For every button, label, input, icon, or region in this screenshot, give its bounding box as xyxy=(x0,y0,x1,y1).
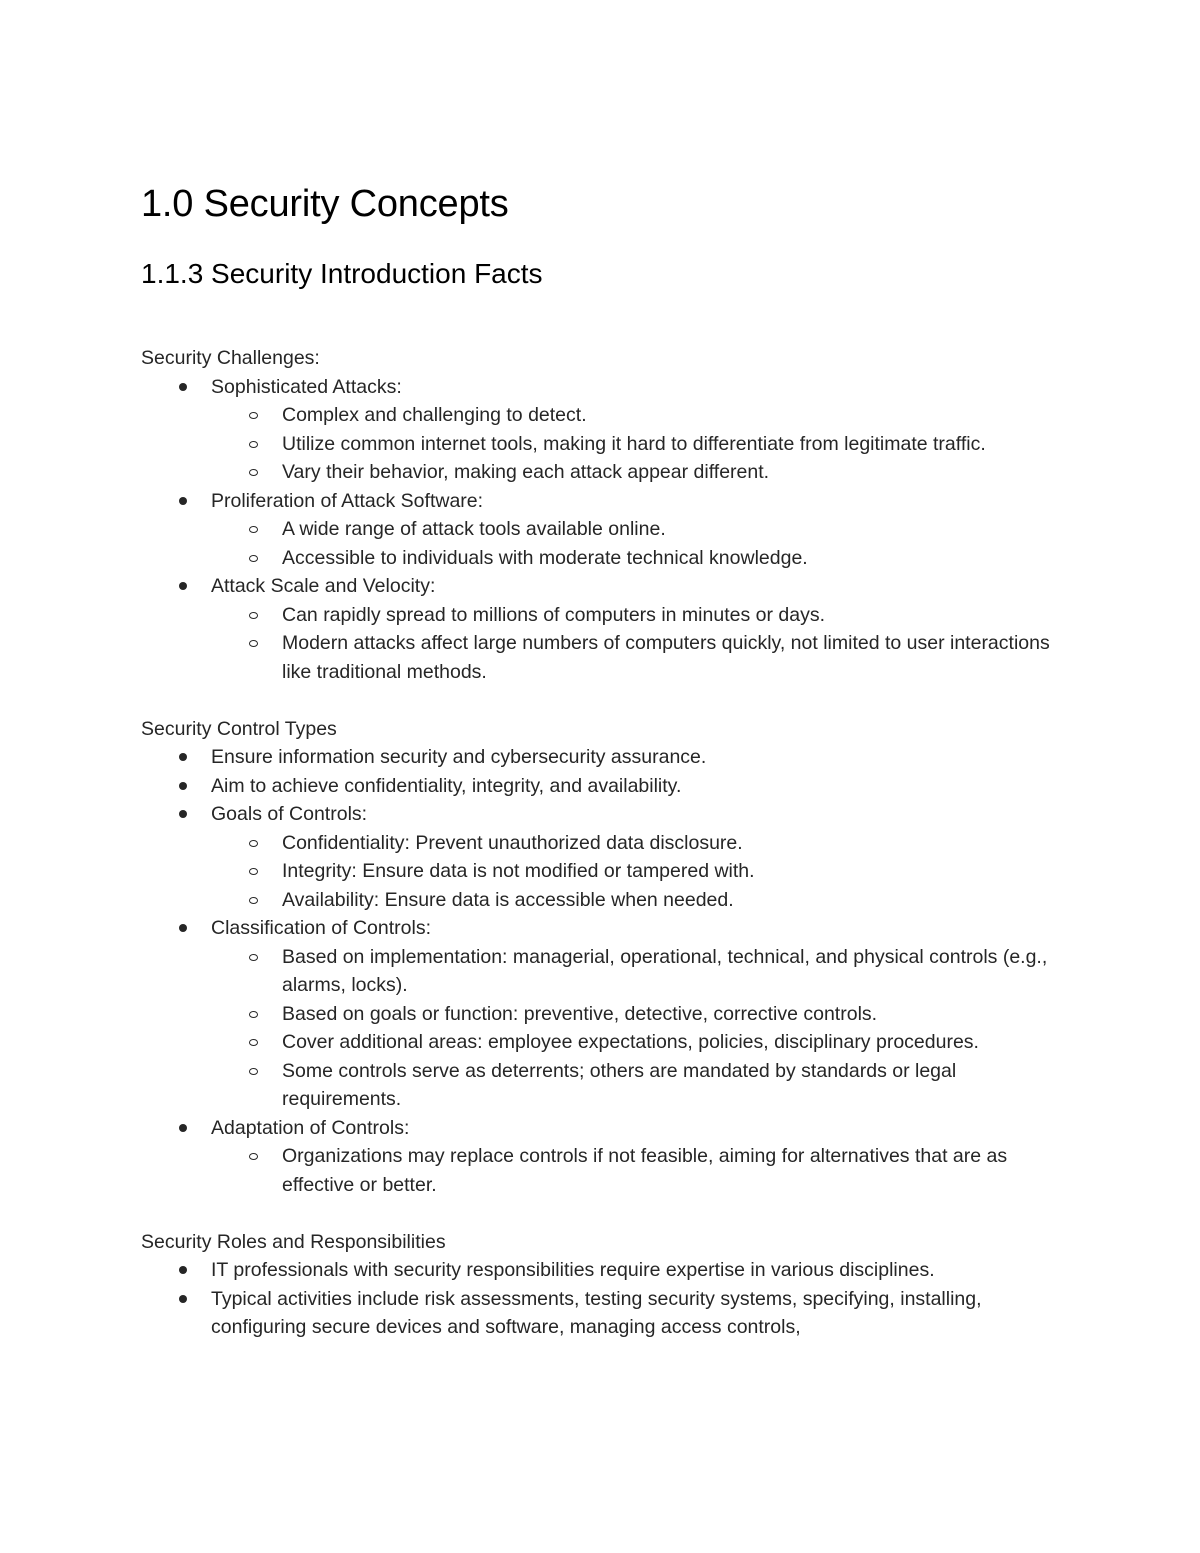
sub-list-item-text: Vary their behavior, making each attack appear different. xyxy=(282,461,770,483)
sublist-wrapper xyxy=(141,829,1071,915)
list-item-text: Typical activities include risk assessments, testing security systems, specifying, installing, configuring secure devices and software, managing access controls, xyxy=(211,1287,982,1338)
sub-bullet-list xyxy=(211,1142,1071,1199)
list-item-text: Classification of Controls: xyxy=(211,917,432,939)
sub-list-item-text: Confidentiality: Prevent unauthorized data disclosure. xyxy=(282,831,743,854)
bullet-icon xyxy=(179,782,187,790)
list-item-text: Attack Scale and Velocity: xyxy=(211,575,436,597)
hollow-bullet-icon xyxy=(249,840,258,847)
sub-bullet-list xyxy=(211,515,1071,572)
list-item-text: Sophisticated Attacks: xyxy=(211,375,402,398)
sub-list-item xyxy=(211,1142,1071,1199)
hollow-bullet-icon xyxy=(249,412,258,419)
list-item xyxy=(141,1256,1071,1285)
list-item xyxy=(141,572,1071,601)
sub-list-item-text: Utilize common internet tools, making it hard to differentiate from legitimate traffic. xyxy=(282,432,986,455)
hollow-bullet-icon xyxy=(249,640,258,647)
hollow-bullet-icon xyxy=(249,469,258,476)
sublist-wrapper xyxy=(141,515,1071,572)
hollow-bullet-icon xyxy=(249,954,258,961)
section-heading: Security Control Types xyxy=(141,717,337,740)
list-item xyxy=(141,772,1071,801)
bullet-icon xyxy=(179,582,187,590)
sub-list-item xyxy=(211,544,1071,573)
hollow-bullet-icon xyxy=(249,897,258,904)
sub-list-item-text: Some controls serve as deterrents; others are mandated by standards or legal requirements. xyxy=(282,1059,957,1110)
page-title: 1.0 Security Concepts xyxy=(141,183,509,225)
sublist-wrapper xyxy=(141,943,1071,1114)
sub-list-item xyxy=(211,857,1071,886)
bullet-icon xyxy=(179,1295,187,1303)
sub-list-item xyxy=(211,886,1071,915)
bullet-icon xyxy=(179,753,187,761)
bullet-icon xyxy=(179,1266,187,1274)
hollow-bullet-icon xyxy=(249,1153,258,1160)
list-item xyxy=(141,373,1071,402)
sub-list-item xyxy=(211,515,1071,544)
sub-list-item xyxy=(211,943,1071,1000)
hollow-bullet-icon xyxy=(249,868,258,875)
list-item xyxy=(141,743,1071,772)
list-item-text: Aim to achieve confidentiality, integrity, and availability. xyxy=(211,774,682,797)
sections-container xyxy=(141,344,1071,1342)
sub-list-item xyxy=(211,629,1071,686)
list-item xyxy=(141,487,1071,516)
sub-list-item-text: Cover additional areas: employee expectations, policies, disciplinary procedures. xyxy=(282,1031,979,1053)
sub-list-item-text: Can rapidly spread to millions of computers in minutes or days. xyxy=(282,603,825,626)
sub-list-item xyxy=(211,601,1071,630)
sub-bullet-list xyxy=(211,943,1071,1114)
list-item xyxy=(141,1114,1071,1143)
sub-list-item-text: A wide range of attack tools available online. xyxy=(282,518,666,540)
list-item-text: IT professionals with security responsibilities require expertise in various disciplines. xyxy=(211,1259,935,1281)
bullet-icon xyxy=(179,383,187,391)
sub-list-item-text: Complex and challenging to detect. xyxy=(282,404,587,426)
hollow-bullet-icon xyxy=(249,1068,258,1075)
hollow-bullet-icon xyxy=(249,1011,258,1018)
hollow-bullet-icon xyxy=(249,555,258,562)
sub-list-item xyxy=(211,829,1071,858)
bullet-list xyxy=(141,1256,1071,1342)
sublist-wrapper xyxy=(141,1142,1071,1199)
sub-list-item xyxy=(211,1057,1071,1114)
list-item-text: Proliferation of Attack Software: xyxy=(211,489,484,512)
sub-bullet-list xyxy=(211,601,1071,687)
hollow-bullet-icon xyxy=(249,526,258,533)
hollow-bullet-icon xyxy=(249,1039,258,1046)
list-item-text: Goals of Controls: xyxy=(211,803,368,825)
sub-list-item-text: Integrity: Ensure data is not modified or tampered with. xyxy=(282,860,755,882)
sub-bullet-list xyxy=(211,829,1071,915)
bullet-icon xyxy=(179,497,187,505)
section-heading: Security Challenges: xyxy=(141,347,320,369)
page-subtitle: 1.1.3 Security Introduction Facts xyxy=(141,258,543,289)
sublist-wrapper xyxy=(141,401,1071,487)
list-item xyxy=(141,1285,1071,1342)
sub-bullet-list xyxy=(211,401,1071,487)
list-item-text: Adaptation of Controls: xyxy=(211,1116,410,1139)
hollow-bullet-icon xyxy=(249,612,258,619)
list-item-text: Ensure information security and cybersecurity assurance. xyxy=(211,746,707,768)
bullet-list xyxy=(141,743,1071,1199)
sub-list-item xyxy=(211,1028,1071,1057)
document-content xyxy=(141,180,1071,1342)
sub-list-item xyxy=(211,1000,1071,1029)
sub-list-item xyxy=(211,458,1071,487)
bullet-list xyxy=(141,373,1071,687)
sub-list-item-text: Availability: Ensure data is accessible when needed. xyxy=(282,888,734,911)
bullet-icon xyxy=(179,810,187,818)
sub-list-item-text: Accessible to individuals with moderate technical knowledge. xyxy=(282,546,808,569)
sub-list-item-text: Organizations may replace controls if not feasible, aiming for alternatives that are as effective or better. xyxy=(282,1145,1008,1196)
sub-list-item-text: Based on implementation: managerial, operational, technical, and physical controls (e.g., alarms, locks). xyxy=(282,945,1048,996)
list-item xyxy=(141,800,1071,829)
sub-list-item xyxy=(211,430,1071,459)
hollow-bullet-icon xyxy=(249,441,258,448)
list-item xyxy=(141,914,1071,943)
sub-list-item-text: Based on goals or function: preventive, detective, corrective controls. xyxy=(282,1002,878,1025)
sublist-wrapper xyxy=(141,601,1071,687)
bullet-icon xyxy=(179,1124,187,1132)
sub-list-item xyxy=(211,401,1071,430)
bullet-icon xyxy=(179,924,187,932)
sub-list-item-text: Modern attacks affect large numbers of computers quickly, not limited to user interactions like traditional methods. xyxy=(282,632,1050,683)
section-heading: Security Roles and Responsibilities xyxy=(141,1230,446,1253)
